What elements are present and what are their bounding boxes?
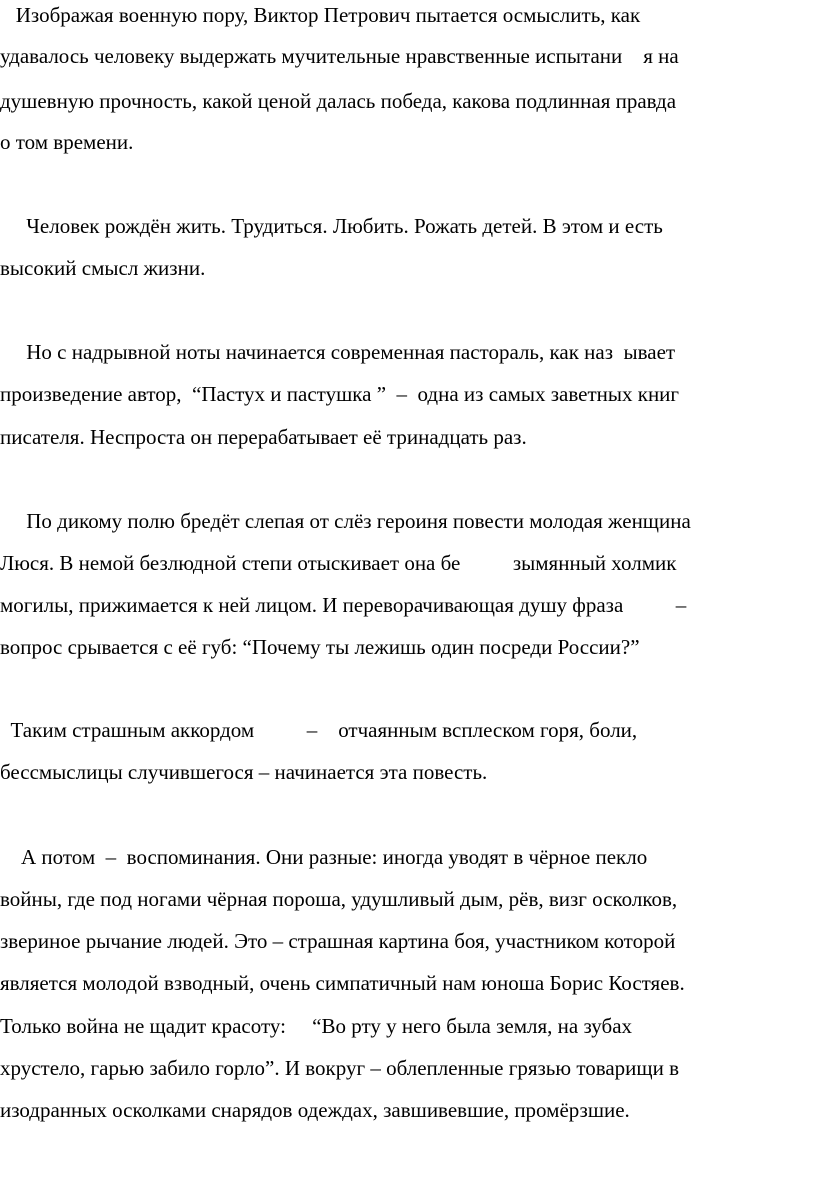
text-line: Люся. В немой безлюдной степи отыскивает она бе зымянный холмик [0, 551, 677, 575]
text-line: высокий смысл жизни. [0, 256, 206, 280]
text-line: Таким страшным аккордом – отчаянным всплеском горя, боли, [0, 718, 638, 742]
text-line: Но с надрывной ноты начинается современная пастораль, как наз ывает [0, 340, 676, 364]
text-line: звериное рычание людей. Это – страшная картина боя, участником которой [0, 929, 676, 953]
text-line: По дикому полю бредёт слепая от слёз героиня повести молодая женщина [0, 509, 691, 533]
text-line: могилы, прижимается к ней лицом. И переворачивающая душу фраза – [0, 593, 687, 617]
text-line: Человек рождён жить. Трудиться. Любить. Рожать детей. В этом и есть [0, 214, 663, 238]
text-line: изодранных осколками снарядов одеждах, завшивевшие, промёрзшие. [0, 1098, 630, 1122]
text-line: бессмыслицы случившегося – начинается эта повесть. [0, 760, 488, 784]
text-line: войны, где под ногами чёрная пороша, удушливый дым, рёв, визг осколков, [0, 887, 678, 911]
text-line: вопрос срывается с её губ: “Почему ты лежишь один посреди России?” [0, 635, 640, 659]
text-line: о том времени. [0, 130, 134, 154]
text-line: Только война не щадит красоту: “Во рту у него была земля, на зубах [0, 1014, 633, 1038]
text-line: душевную прочность, какой ценой далась победа, какова подлинная правда [0, 89, 677, 113]
text-line: А потом – воспоминания. Они разные: иногда уводят в чёрное пекло [0, 845, 648, 869]
text-line: хрустело, гарью забило горло”. И вокруг – облепленные грязью товарищи в [0, 1056, 679, 1080]
text-line: Изображая военную пору, Виктор Петрович пытается осмыслить, как [0, 3, 641, 27]
text-line: произведение автор, “Пастух и пастушка ” – одна из самых заветных книг [0, 382, 680, 406]
text-line: писателя. Неспроста он перерабатывает её тринадцать раз. [0, 425, 527, 449]
text-line: является молодой взводный, очень симпатичный нам юноша Борис Костяев. [0, 971, 685, 995]
text-line: удавалось человеку выдержать мучительные нравственные испытани я на [0, 44, 679, 68]
